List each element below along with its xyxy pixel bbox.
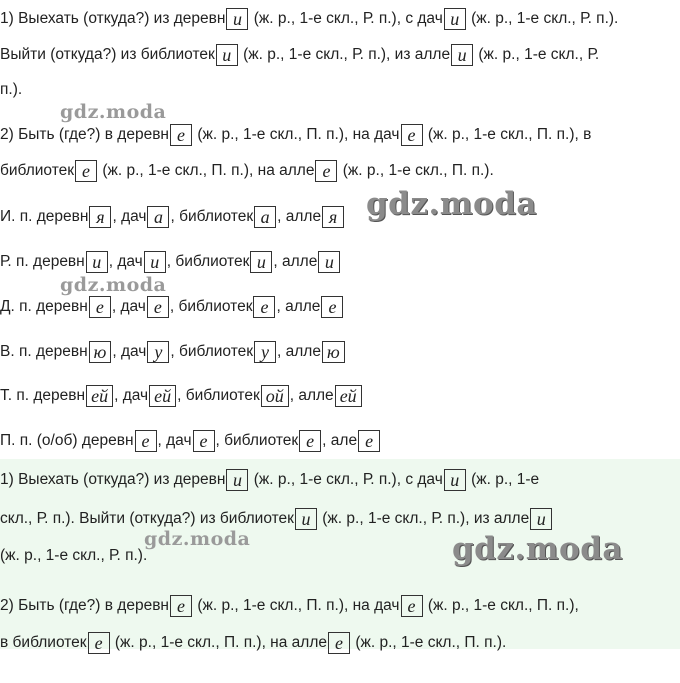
ending-box: и (444, 8, 466, 30)
p2-line2 (0, 160, 494, 182)
text: , дач (111, 298, 146, 316)
text: , библиотек (166, 253, 250, 271)
text: библиотек (0, 162, 75, 180)
p1-line3 (0, 80, 22, 100)
ending-box: и (318, 251, 340, 273)
ending-box: а (147, 206, 169, 228)
watermark: gdz.moda (144, 528, 251, 550)
watermark: gdz.moda (60, 274, 167, 296)
case-label: Т. п. деревн (0, 387, 86, 405)
text: , алле (289, 387, 334, 405)
ending-box: и (530, 508, 552, 530)
ending-box: и (295, 508, 317, 530)
text: , библиотек (170, 343, 254, 361)
ending-box: у (147, 341, 169, 363)
text: , дач (157, 432, 192, 450)
g2-line2 (0, 632, 506, 654)
text: , библиотек (169, 298, 253, 316)
case-row (0, 341, 346, 363)
ending-box: я (322, 206, 344, 228)
p2-line1 (0, 124, 591, 146)
ending-box: а (254, 206, 276, 228)
text: (ж. р., 1-е скл., Р. (478, 46, 600, 64)
ending-box: е (88, 632, 110, 654)
text: , алле (277, 208, 322, 226)
g2-line1 (0, 595, 579, 617)
case-row (0, 251, 341, 273)
text: (ж. р., 1-е скл., Р. п.), с дач (253, 10, 443, 28)
text: (ж. р., 1-е (471, 471, 540, 489)
text: , библиотек (215, 432, 299, 450)
g1-line2 (0, 508, 553, 530)
text: , дач (114, 387, 149, 405)
ending-box: е (170, 124, 192, 146)
text: Выйти (откуда?) из библиотек (0, 46, 215, 64)
ending-box: и (250, 251, 272, 273)
text: 1) Выехать (откуда?) из деревн (0, 471, 226, 489)
case-label: Р. п. деревн (0, 253, 85, 271)
ending-box: е (358, 430, 380, 452)
text: , библиотек (170, 208, 254, 226)
ending-box: е (193, 430, 215, 452)
ending-box: е (299, 430, 321, 452)
ending-box: ю (89, 341, 112, 363)
ending-box: е (321, 296, 343, 318)
case-label: Д. п. деревн (0, 298, 88, 316)
ending-box: ей (149, 385, 176, 407)
ending-box: ей (335, 385, 362, 407)
ending-box: и (451, 44, 473, 66)
ending-box: е (75, 160, 97, 182)
case-row (0, 206, 345, 228)
p1-line1 (0, 8, 618, 30)
text: (ж. р., 1-е скл., П. п.), на алле (114, 634, 327, 652)
ending-box: е (89, 296, 111, 318)
ending-box: и (86, 251, 108, 273)
text: (ж. р., 1-е скл., П. п.), на дач (197, 126, 400, 144)
ending-box: и (226, 8, 248, 30)
watermark: gdz.moda (366, 186, 537, 222)
text: (ж. р., 1-е скл., П. п.), (427, 597, 579, 615)
text: , алле (273, 253, 318, 271)
text: (ж. р., 1-е скл., П. п.), на алле (102, 162, 315, 180)
text: (ж. р., 1-е скл., Р. п.), из алле (243, 46, 451, 64)
case-row (0, 385, 363, 407)
text: (ж. р., 1-е скл., Р. п.). (471, 10, 619, 28)
ending-box: я (89, 206, 111, 228)
ending-box: у (254, 341, 276, 363)
text: , але (322, 432, 358, 450)
text: , дач (112, 343, 147, 361)
case-label: И. п. деревн (0, 208, 89, 226)
text: 2) Быть (где?) в деревн (0, 597, 169, 615)
g1-line3 (0, 546, 147, 566)
case-label: В. п. деревн (0, 343, 88, 361)
case-row (0, 296, 344, 318)
text: (ж. р., 1-е скл., Р. п.). (0, 547, 148, 564)
g1-line1 (0, 469, 539, 491)
text: п.). (0, 81, 23, 98)
ending-box: и (444, 469, 466, 491)
text: в библиотек (0, 634, 87, 652)
text: , библиотек (177, 387, 260, 405)
p1-line2 (0, 44, 599, 66)
watermark: gdz.moda (452, 531, 623, 567)
ending-box: е (170, 595, 192, 617)
ending-box: ой (261, 385, 289, 407)
ending-box: и (216, 44, 238, 66)
text: (ж. р., 1-е скл., П. п.). (342, 162, 494, 180)
text: 2) Быть (где?) в деревн (0, 126, 169, 144)
ending-box: и (226, 469, 248, 491)
ending-box: ей (86, 385, 113, 407)
case-label: П. п. (о/об) деревн (0, 432, 134, 450)
text: , алле (277, 343, 321, 361)
text: (ж. р., 1-е скл., Р. п.), из алле (322, 510, 530, 528)
ending-box: е (401, 124, 423, 146)
ending-box: е (147, 296, 169, 318)
case-row (0, 430, 381, 452)
text: скл., Р. п.). Выйти (откуда?) из библиотек (0, 510, 294, 528)
ending-box: е (253, 296, 275, 318)
text: , дач (112, 208, 147, 226)
ending-box: и (144, 251, 166, 273)
ending-box: ю (322, 341, 345, 363)
ending-box: е (135, 430, 157, 452)
text: (ж. р., 1-е скл., П. п.), на дач (197, 597, 400, 615)
text: (ж. р., 1-е скл., П. п.), в (427, 126, 592, 144)
text: (ж. р., 1-е скл., Р. п.), с дач (253, 471, 443, 489)
text: 1) Выехать (откуда?) из деревн (0, 10, 226, 28)
watermark: gdz.moda (60, 101, 167, 123)
ending-box: е (315, 160, 337, 182)
text: (ж. р., 1-е скл., П. п.). (355, 634, 507, 652)
ending-box: е (328, 632, 350, 654)
text: , дач (108, 253, 143, 271)
ending-box: е (401, 595, 423, 617)
text: , алле (276, 298, 321, 316)
